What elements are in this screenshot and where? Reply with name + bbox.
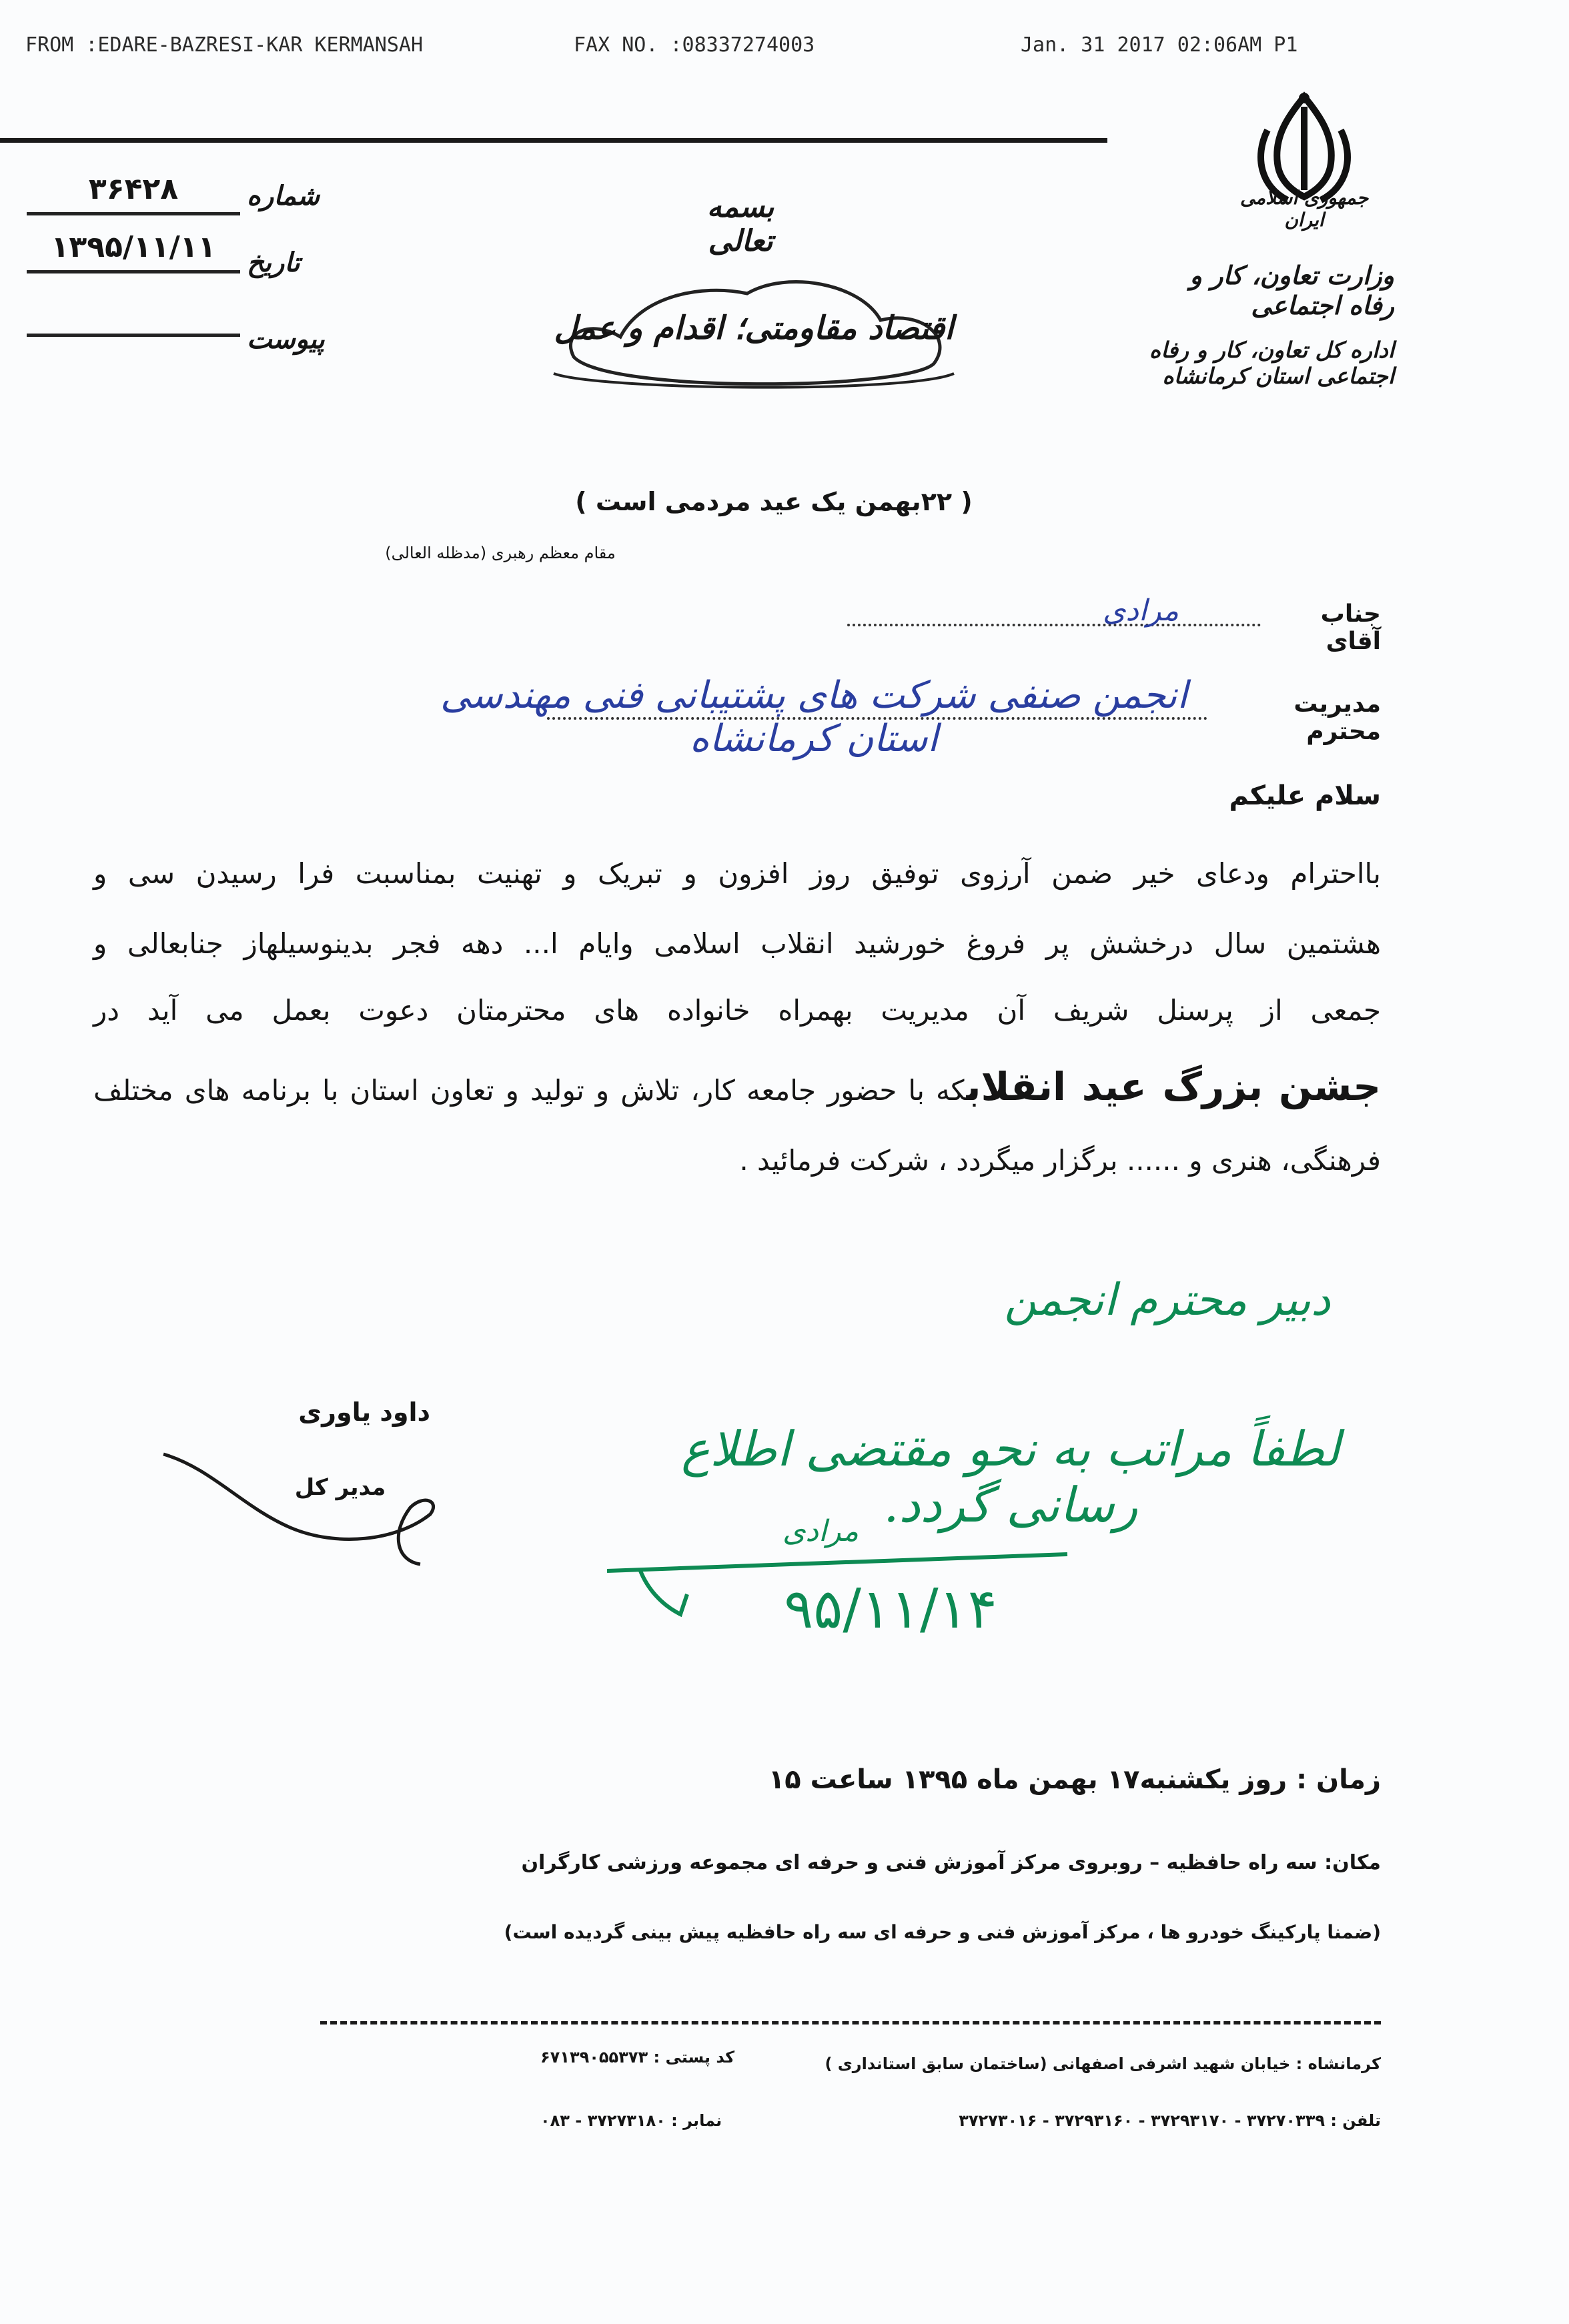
number-line	[27, 212, 240, 215]
header-rule	[0, 138, 1107, 143]
year-slogan: اقتصاد مقاومتی؛ اقدام و عمل	[554, 310, 954, 347]
signer-name: داود یاوری	[298, 1397, 430, 1427]
management-handwritten-org: انجمن صنفی شرکت های پشتیبانی فنی مهندسی استان کرمانشاه	[440, 674, 1188, 760]
body-line: جمعی از پرسنل شریف آن مدیریت بهمراه خانواده های محترمتان دعوت بعمل می آید در	[93, 994, 1381, 1027]
body-line-continuation: که با حضور جامعه کار، تلاش و تولید و تعاون استان با برنامه های مختلف	[93, 1074, 967, 1107]
body-line	[93, 1064, 1381, 1109]
handwritten-note-date: ۹۵/۱۱/۱۴	[784, 1578, 997, 1641]
body-line: هشتمین سال درخشش پر فروغ خورشید انقلاب اسلامی وایام ا... دهه فجر بدینوسیلهاز جنابعالی و	[93, 927, 1381, 960]
fax-date: Jan. 31 2017 02:06AM P1	[1021, 33, 1298, 57]
body-line: بااحترام ودعای خیر ضمن آرزوی توفیق روز افزون و تبریک و تهنیت بمناسبت فرا رسیدن سی و	[93, 857, 1381, 890]
year-slogan-banner	[547, 257, 961, 400]
event-place: مکان: سه راه حافظیه – روبروی مرکز آموزش فنی و حرفه ای مجموعه ورزشی کارگران	[521, 1851, 1381, 1874]
addressee-handwritten-name: مرادی	[1102, 594, 1179, 628]
event-time: زمان : روز یکشنبه۱۷ بهمن ماه ۱۳۹۵ ساعت ۱۵	[768, 1764, 1381, 1795]
bismillah-heading: بسمه تعالی	[706, 190, 774, 258]
footer-rule	[320, 2021, 1381, 2024]
event-parking-note: (ضمنا پارکینگ خودرو ها ، مرکز آموزش فنی و حرفه ای سه راه حافظیه پیش بینی گردیده است)	[504, 1921, 1381, 1943]
signer-title: مدیر کل	[294, 1474, 386, 1501]
celebration-title: جشن بزرگ عید انقلاب	[966, 1064, 1381, 1109]
office-name: اداره کل تعاون، کار و رفاه اجتماعی استان کرمانشاه	[1149, 337, 1394, 389]
footer-address: کرمانشاه : خیابان شهید اشرفی اصفهانی (ساختمان سابق استانداری )	[825, 2055, 1381, 2073]
ministry-name: وزارت تعاون، کار و رفاه اجتماعی	[1189, 260, 1394, 320]
attachment-label: پیوست	[247, 324, 325, 355]
fax-header	[20, 33, 1394, 67]
fax-from: FROM :EDARE-BAZRESI-KAR KERMANSAH	[25, 33, 424, 57]
footer-fax: نمابر : ۳۷۲۷۳۱۸۰ - ۰۸۳	[540, 2111, 722, 2130]
attachment-line	[27, 334, 240, 337]
greeting: سلام علیکم	[1229, 780, 1381, 811]
addressee-label: جناب آقای	[1320, 600, 1381, 655]
number-label: شماره	[247, 180, 320, 211]
management-label: مدیریت محترم	[1293, 690, 1381, 745]
handwritten-note-instruction: لطفاً مراتب به نحو مقتضی اطلاع رسانی گردد.	[681, 1421, 1340, 1533]
republic-name: جمهوری اسلامی ایران	[1239, 187, 1369, 231]
footer-phones: تلفن : ۳۷۲۷۰۳۳۹ - ۳۷۲۹۳۱۷۰ - ۳۷۲۹۳۱۶۰ - ۳۷۲۷۳۰۱۶	[959, 2111, 1381, 2130]
body-line: فرهنگی، هنری و ...... برگزار میگردد ، شرکت فرمائید .	[739, 1144, 1381, 1177]
handwritten-note-signer: مرادی	[782, 1514, 859, 1548]
letter-date: ۱۳۹۵/۱۱/۱۱	[51, 230, 216, 264]
fax-number: FAX NO. :08337274003	[574, 33, 815, 57]
occasion-title: ( ۲۲بهمن یک عید مردمی است )	[575, 487, 973, 516]
handwritten-note-recipient: دبیر محترم انجمن	[1004, 1274, 1331, 1325]
footer-postal-code: کد پستی : ۶۷۱۳۹۰۵۵۳۷۳	[540, 2048, 735, 2067]
date-label: تاریخ	[247, 247, 300, 278]
leader-attribution: مقام معظم رهبری (مدظله العالی)	[385, 544, 616, 562]
letter-number: ۳۶۴۲۸	[88, 172, 179, 206]
date-line	[27, 270, 240, 273]
